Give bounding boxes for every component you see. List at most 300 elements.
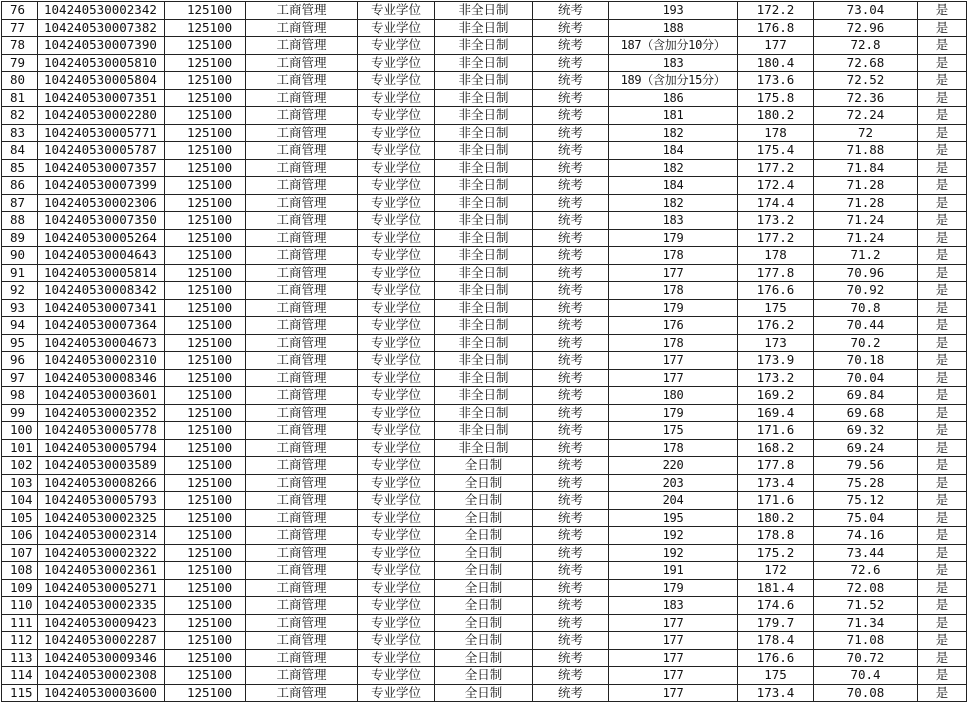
- exam-method-cell: 统考: [533, 334, 609, 352]
- major-code-cell: 125100: [165, 579, 246, 597]
- initial-score-cell: 178: [609, 247, 738, 265]
- row-number-cell: 84: [2, 142, 38, 160]
- initial-score-cell: 220: [609, 457, 738, 475]
- study-mode-cell: 非全日制: [435, 369, 533, 387]
- table-row: [2, 89, 967, 107]
- admitted-cell: 是: [918, 177, 967, 195]
- degree-type-cell: 专业学位: [358, 579, 435, 597]
- initial-score-cell: 184: [609, 142, 738, 160]
- retest-score-cell: 175.2: [738, 544, 814, 562]
- total-score-cell: 72.24: [814, 107, 918, 125]
- table-body: [2, 2, 967, 702]
- row-number-cell: 115: [2, 684, 38, 702]
- major-code-cell: 125100: [165, 264, 246, 282]
- study-mode-cell: 全日制: [435, 632, 533, 650]
- study-mode-cell: 非全日制: [435, 107, 533, 125]
- exam-method-cell: 统考: [533, 597, 609, 615]
- exam-method-cell: 统考: [533, 89, 609, 107]
- table-row: [2, 247, 967, 265]
- major-name-cell: 工商管理: [246, 334, 358, 352]
- major-code-cell: 125100: [165, 299, 246, 317]
- degree-type-cell: 专业学位: [358, 439, 435, 457]
- major-code-cell: 125100: [165, 334, 246, 352]
- row-number-cell: 109: [2, 579, 38, 597]
- major-name-cell: 工商管理: [246, 422, 358, 440]
- degree-type-cell: 专业学位: [358, 544, 435, 562]
- study-mode-cell: 非全日制: [435, 124, 533, 142]
- study-mode-cell: 全日制: [435, 527, 533, 545]
- table-row: [2, 667, 967, 685]
- exam-id-cell: 104240530008342: [38, 282, 165, 300]
- study-mode-cell: 全日制: [435, 667, 533, 685]
- initial-score-cell: 182: [609, 124, 738, 142]
- major-code-cell: 125100: [165, 684, 246, 702]
- retest-score-cell: 173.4: [738, 684, 814, 702]
- admitted-cell: 是: [918, 282, 967, 300]
- table-row: [2, 404, 967, 422]
- major-code-cell: 125100: [165, 352, 246, 370]
- admitted-cell: 是: [918, 492, 967, 510]
- exam-id-cell: 104240530008266: [38, 474, 165, 492]
- row-number-cell: 96: [2, 352, 38, 370]
- exam-method-cell: 统考: [533, 369, 609, 387]
- exam-method-cell: 统考: [533, 509, 609, 527]
- row-number-cell: 83: [2, 124, 38, 142]
- retest-score-cell: 173.9: [738, 352, 814, 370]
- study-mode-cell: 非全日制: [435, 282, 533, 300]
- exam-id-cell: 104240530005778: [38, 422, 165, 440]
- degree-type-cell: 专业学位: [358, 614, 435, 632]
- major-name-cell: 工商管理: [246, 212, 358, 230]
- initial-score-cell: 187（含加分10分）: [609, 37, 738, 55]
- initial-score-cell: 182: [609, 159, 738, 177]
- retest-score-cell: 174.4: [738, 194, 814, 212]
- total-score-cell: 72.6: [814, 562, 918, 580]
- retest-score-cell: 176.6: [738, 649, 814, 667]
- major-code-cell: 125100: [165, 194, 246, 212]
- major-name-cell: 工商管理: [246, 352, 358, 370]
- major-name-cell: 工商管理: [246, 107, 358, 125]
- study-mode-cell: 非全日制: [435, 72, 533, 90]
- retest-score-cell: 180.2: [738, 107, 814, 125]
- row-number-cell: 102: [2, 457, 38, 475]
- study-mode-cell: 非全日制: [435, 439, 533, 457]
- exam-id-cell: 104240530004673: [38, 334, 165, 352]
- major-name-cell: 工商管理: [246, 37, 358, 55]
- major-code-cell: 125100: [165, 37, 246, 55]
- total-score-cell: 75.28: [814, 474, 918, 492]
- row-number-cell: 114: [2, 667, 38, 685]
- study-mode-cell: 非全日制: [435, 299, 533, 317]
- degree-type-cell: 专业学位: [358, 89, 435, 107]
- admitted-cell: 是: [918, 124, 967, 142]
- degree-type-cell: 专业学位: [358, 492, 435, 510]
- exam-id-cell: 104240530002325: [38, 509, 165, 527]
- admitted-cell: 是: [918, 212, 967, 230]
- row-number-cell: 93: [2, 299, 38, 317]
- study-mode-cell: 非全日制: [435, 37, 533, 55]
- study-mode-cell: 非全日制: [435, 212, 533, 230]
- exam-method-cell: 统考: [533, 142, 609, 160]
- exam-method-cell: 统考: [533, 544, 609, 562]
- major-code-cell: 125100: [165, 422, 246, 440]
- admission-table: [1, 1, 967, 702]
- exam-method-cell: 统考: [533, 439, 609, 457]
- total-score-cell: 69.24: [814, 439, 918, 457]
- exam-id-cell: 104240530003601: [38, 387, 165, 405]
- row-number-cell: 105: [2, 509, 38, 527]
- major-name-cell: 工商管理: [246, 282, 358, 300]
- table-row: [2, 387, 967, 405]
- major-code-cell: 125100: [165, 54, 246, 72]
- table-row: [2, 159, 967, 177]
- initial-score-cell: 179: [609, 299, 738, 317]
- major-code-cell: 125100: [165, 457, 246, 475]
- major-name-cell: 工商管理: [246, 404, 358, 422]
- admitted-cell: 是: [918, 54, 967, 72]
- exam-method-cell: 统考: [533, 37, 609, 55]
- retest-score-cell: 168.2: [738, 439, 814, 457]
- study-mode-cell: 全日制: [435, 492, 533, 510]
- degree-type-cell: 专业学位: [358, 597, 435, 615]
- row-number-cell: 100: [2, 422, 38, 440]
- row-number-cell: 90: [2, 247, 38, 265]
- study-mode-cell: 全日制: [435, 597, 533, 615]
- exam-method-cell: 统考: [533, 579, 609, 597]
- initial-score-cell: 191: [609, 562, 738, 580]
- exam-id-cell: 104240530005264: [38, 229, 165, 247]
- table-row: [2, 282, 967, 300]
- admitted-cell: 是: [918, 632, 967, 650]
- exam-method-cell: 统考: [533, 352, 609, 370]
- major-code-cell: 125100: [165, 19, 246, 37]
- exam-id-cell: 104240530003600: [38, 684, 165, 702]
- study-mode-cell: 全日制: [435, 649, 533, 667]
- exam-method-cell: 统考: [533, 72, 609, 90]
- row-number-cell: 111: [2, 614, 38, 632]
- row-number-cell: 81: [2, 89, 38, 107]
- table-row: [2, 54, 967, 72]
- degree-type-cell: 专业学位: [358, 229, 435, 247]
- major-name-cell: 工商管理: [246, 159, 358, 177]
- retest-score-cell: 175.4: [738, 142, 814, 160]
- exam-id-cell: 104240530007351: [38, 89, 165, 107]
- initial-score-cell: 186: [609, 89, 738, 107]
- exam-method-cell: 统考: [533, 124, 609, 142]
- major-name-cell: 工商管理: [246, 649, 358, 667]
- exam-id-cell: 104240530002306: [38, 194, 165, 212]
- total-score-cell: 70.04: [814, 369, 918, 387]
- total-score-cell: 74.16: [814, 527, 918, 545]
- retest-score-cell: 171.6: [738, 422, 814, 440]
- degree-type-cell: 专业学位: [358, 527, 435, 545]
- retest-score-cell: 172: [738, 562, 814, 580]
- table-row: [2, 142, 967, 160]
- table-row: [2, 597, 967, 615]
- row-number-cell: 91: [2, 264, 38, 282]
- table-row: [2, 264, 967, 282]
- major-name-cell: 工商管理: [246, 2, 358, 20]
- major-code-cell: 125100: [165, 317, 246, 335]
- major-code-cell: 125100: [165, 124, 246, 142]
- major-name-cell: 工商管理: [246, 544, 358, 562]
- total-score-cell: 71.84: [814, 159, 918, 177]
- study-mode-cell: 全日制: [435, 579, 533, 597]
- exam-method-cell: 统考: [533, 387, 609, 405]
- table-row: [2, 334, 967, 352]
- exam-method-cell: 统考: [533, 614, 609, 632]
- exam-method-cell: 统考: [533, 632, 609, 650]
- retest-score-cell: 169.2: [738, 387, 814, 405]
- total-score-cell: 75.12: [814, 492, 918, 510]
- total-score-cell: 72.96: [814, 19, 918, 37]
- retest-score-cell: 173: [738, 334, 814, 352]
- table-row: [2, 299, 967, 317]
- retest-score-cell: 176.8: [738, 19, 814, 37]
- retest-score-cell: 176.6: [738, 282, 814, 300]
- study-mode-cell: 非全日制: [435, 317, 533, 335]
- initial-score-cell: 179: [609, 579, 738, 597]
- table-row: [2, 492, 967, 510]
- retest-score-cell: 173.2: [738, 212, 814, 230]
- major-name-cell: 工商管理: [246, 492, 358, 510]
- exam-id-cell: 104240530008346: [38, 369, 165, 387]
- major-name-cell: 工商管理: [246, 457, 358, 475]
- total-score-cell: 73.04: [814, 2, 918, 20]
- table-row: [2, 509, 967, 527]
- row-number-cell: 77: [2, 19, 38, 37]
- study-mode-cell: 非全日制: [435, 19, 533, 37]
- exam-id-cell: 104240530002352: [38, 404, 165, 422]
- row-number-cell: 92: [2, 282, 38, 300]
- degree-type-cell: 专业学位: [358, 352, 435, 370]
- row-number-cell: 112: [2, 632, 38, 650]
- total-score-cell: 70.44: [814, 317, 918, 335]
- study-mode-cell: 非全日制: [435, 142, 533, 160]
- exam-id-cell: 104240530007382: [38, 19, 165, 37]
- initial-score-cell: 179: [609, 229, 738, 247]
- degree-type-cell: 专业学位: [358, 334, 435, 352]
- table-row: [2, 177, 967, 195]
- degree-type-cell: 专业学位: [358, 387, 435, 405]
- major-code-cell: 125100: [165, 107, 246, 125]
- study-mode-cell: 全日制: [435, 457, 533, 475]
- degree-type-cell: 专业学位: [358, 177, 435, 195]
- major-name-cell: 工商管理: [246, 509, 358, 527]
- exam-method-cell: 统考: [533, 54, 609, 72]
- exam-method-cell: 统考: [533, 492, 609, 510]
- major-name-cell: 工商管理: [246, 317, 358, 335]
- degree-type-cell: 专业学位: [358, 369, 435, 387]
- degree-type-cell: 专业学位: [358, 667, 435, 685]
- retest-score-cell: 177: [738, 37, 814, 55]
- total-score-cell: 70.8: [814, 299, 918, 317]
- exam-id-cell: 104240530005794: [38, 439, 165, 457]
- exam-method-cell: 统考: [533, 299, 609, 317]
- table-row: [2, 562, 967, 580]
- retest-score-cell: 178: [738, 124, 814, 142]
- exam-method-cell: 统考: [533, 19, 609, 37]
- initial-score-cell: 177: [609, 614, 738, 632]
- admitted-cell: 是: [918, 562, 967, 580]
- admitted-cell: 是: [918, 317, 967, 335]
- initial-score-cell: 183: [609, 212, 738, 230]
- study-mode-cell: 非全日制: [435, 89, 533, 107]
- exam-method-cell: 统考: [533, 194, 609, 212]
- admitted-cell: 是: [918, 544, 967, 562]
- total-score-cell: 71.24: [814, 212, 918, 230]
- study-mode-cell: 全日制: [435, 509, 533, 527]
- study-mode-cell: 非全日制: [435, 2, 533, 20]
- admitted-cell: 是: [918, 387, 967, 405]
- exam-method-cell: 统考: [533, 2, 609, 20]
- total-score-cell: 71.24: [814, 229, 918, 247]
- major-code-cell: 125100: [165, 229, 246, 247]
- admitted-cell: 是: [918, 89, 967, 107]
- admitted-cell: 是: [918, 649, 967, 667]
- initial-score-cell: 183: [609, 597, 738, 615]
- major-name-cell: 工商管理: [246, 667, 358, 685]
- admitted-cell: 是: [918, 194, 967, 212]
- major-name-cell: 工商管理: [246, 684, 358, 702]
- row-number-cell: 107: [2, 544, 38, 562]
- major-name-cell: 工商管理: [246, 264, 358, 282]
- initial-score-cell: 177: [609, 684, 738, 702]
- total-score-cell: 79.56: [814, 457, 918, 475]
- degree-type-cell: 专业学位: [358, 19, 435, 37]
- admitted-cell: 是: [918, 159, 967, 177]
- degree-type-cell: 专业学位: [358, 317, 435, 335]
- major-code-cell: 125100: [165, 142, 246, 160]
- study-mode-cell: 非全日制: [435, 334, 533, 352]
- exam-id-cell: 104240530007390: [38, 37, 165, 55]
- study-mode-cell: 全日制: [435, 562, 533, 580]
- major-code-cell: 125100: [165, 649, 246, 667]
- degree-type-cell: 专业学位: [358, 264, 435, 282]
- table-row: [2, 632, 967, 650]
- table-row: [2, 614, 967, 632]
- table-row: [2, 124, 967, 142]
- major-name-cell: 工商管理: [246, 54, 358, 72]
- table-row: [2, 317, 967, 335]
- admitted-cell: 是: [918, 404, 967, 422]
- retest-score-cell: 177.8: [738, 457, 814, 475]
- table-row: [2, 19, 967, 37]
- exam-method-cell: 统考: [533, 229, 609, 247]
- major-name-cell: 工商管理: [246, 194, 358, 212]
- retest-score-cell: 172.4: [738, 177, 814, 195]
- initial-score-cell: 195: [609, 509, 738, 527]
- table-row: [2, 457, 967, 475]
- degree-type-cell: 专业学位: [358, 2, 435, 20]
- major-name-cell: 工商管理: [246, 527, 358, 545]
- total-score-cell: 71.52: [814, 597, 918, 615]
- retest-score-cell: 177.8: [738, 264, 814, 282]
- degree-type-cell: 专业学位: [358, 474, 435, 492]
- total-score-cell: 69.32: [814, 422, 918, 440]
- admitted-cell: 是: [918, 527, 967, 545]
- initial-score-cell: 178: [609, 439, 738, 457]
- retest-score-cell: 175: [738, 299, 814, 317]
- degree-type-cell: 专业学位: [358, 247, 435, 265]
- admitted-cell: 是: [918, 369, 967, 387]
- study-mode-cell: 非全日制: [435, 387, 533, 405]
- study-mode-cell: 非全日制: [435, 229, 533, 247]
- admitted-cell: 是: [918, 299, 967, 317]
- row-number-cell: 103: [2, 474, 38, 492]
- initial-score-cell: 184: [609, 177, 738, 195]
- admitted-cell: 是: [918, 229, 967, 247]
- exam-id-cell: 104240530009346: [38, 649, 165, 667]
- major-name-cell: 工商管理: [246, 632, 358, 650]
- study-mode-cell: 非全日制: [435, 159, 533, 177]
- degree-type-cell: 专业学位: [358, 282, 435, 300]
- total-score-cell: 75.04: [814, 509, 918, 527]
- exam-method-cell: 统考: [533, 404, 609, 422]
- degree-type-cell: 专业学位: [358, 404, 435, 422]
- admitted-cell: 是: [918, 614, 967, 632]
- table-row: [2, 369, 967, 387]
- total-score-cell: 72.08: [814, 579, 918, 597]
- admitted-cell: 是: [918, 422, 967, 440]
- initial-score-cell: 204: [609, 492, 738, 510]
- row-number-cell: 99: [2, 404, 38, 422]
- table-row: [2, 212, 967, 230]
- retest-score-cell: 173.2: [738, 369, 814, 387]
- total-score-cell: 70.18: [814, 352, 918, 370]
- retest-score-cell: 178: [738, 247, 814, 265]
- retest-score-cell: 175: [738, 667, 814, 685]
- initial-score-cell: 177: [609, 632, 738, 650]
- row-number-cell: 110: [2, 597, 38, 615]
- exam-method-cell: 统考: [533, 317, 609, 335]
- initial-score-cell: 175: [609, 422, 738, 440]
- row-number-cell: 88: [2, 212, 38, 230]
- study-mode-cell: 全日制: [435, 474, 533, 492]
- total-score-cell: 70.4: [814, 667, 918, 685]
- exam-method-cell: 统考: [533, 212, 609, 230]
- admitted-cell: 是: [918, 247, 967, 265]
- row-number-cell: 108: [2, 562, 38, 580]
- major-code-cell: 125100: [165, 177, 246, 195]
- exam-id-cell: 104240530002280: [38, 107, 165, 125]
- exam-id-cell: 104240530005793: [38, 492, 165, 510]
- table-row: [2, 107, 967, 125]
- admitted-cell: 是: [918, 597, 967, 615]
- admitted-cell: 是: [918, 2, 967, 20]
- total-score-cell: 71.08: [814, 632, 918, 650]
- total-score-cell: 72: [814, 124, 918, 142]
- table-row: [2, 527, 967, 545]
- major-code-cell: 125100: [165, 212, 246, 230]
- initial-score-cell: 178: [609, 282, 738, 300]
- major-name-cell: 工商管理: [246, 579, 358, 597]
- study-mode-cell: 非全日制: [435, 422, 533, 440]
- exam-id-cell: 104240530005814: [38, 264, 165, 282]
- major-code-cell: 125100: [165, 509, 246, 527]
- major-code-cell: 125100: [165, 369, 246, 387]
- exam-method-cell: 统考: [533, 107, 609, 125]
- total-score-cell: 71.28: [814, 194, 918, 212]
- major-name-cell: 工商管理: [246, 177, 358, 195]
- table-row: [2, 194, 967, 212]
- admitted-cell: 是: [918, 107, 967, 125]
- major-name-cell: 工商管理: [246, 247, 358, 265]
- total-score-cell: 69.68: [814, 404, 918, 422]
- degree-type-cell: 专业学位: [358, 562, 435, 580]
- row-number-cell: 85: [2, 159, 38, 177]
- exam-method-cell: 统考: [533, 159, 609, 177]
